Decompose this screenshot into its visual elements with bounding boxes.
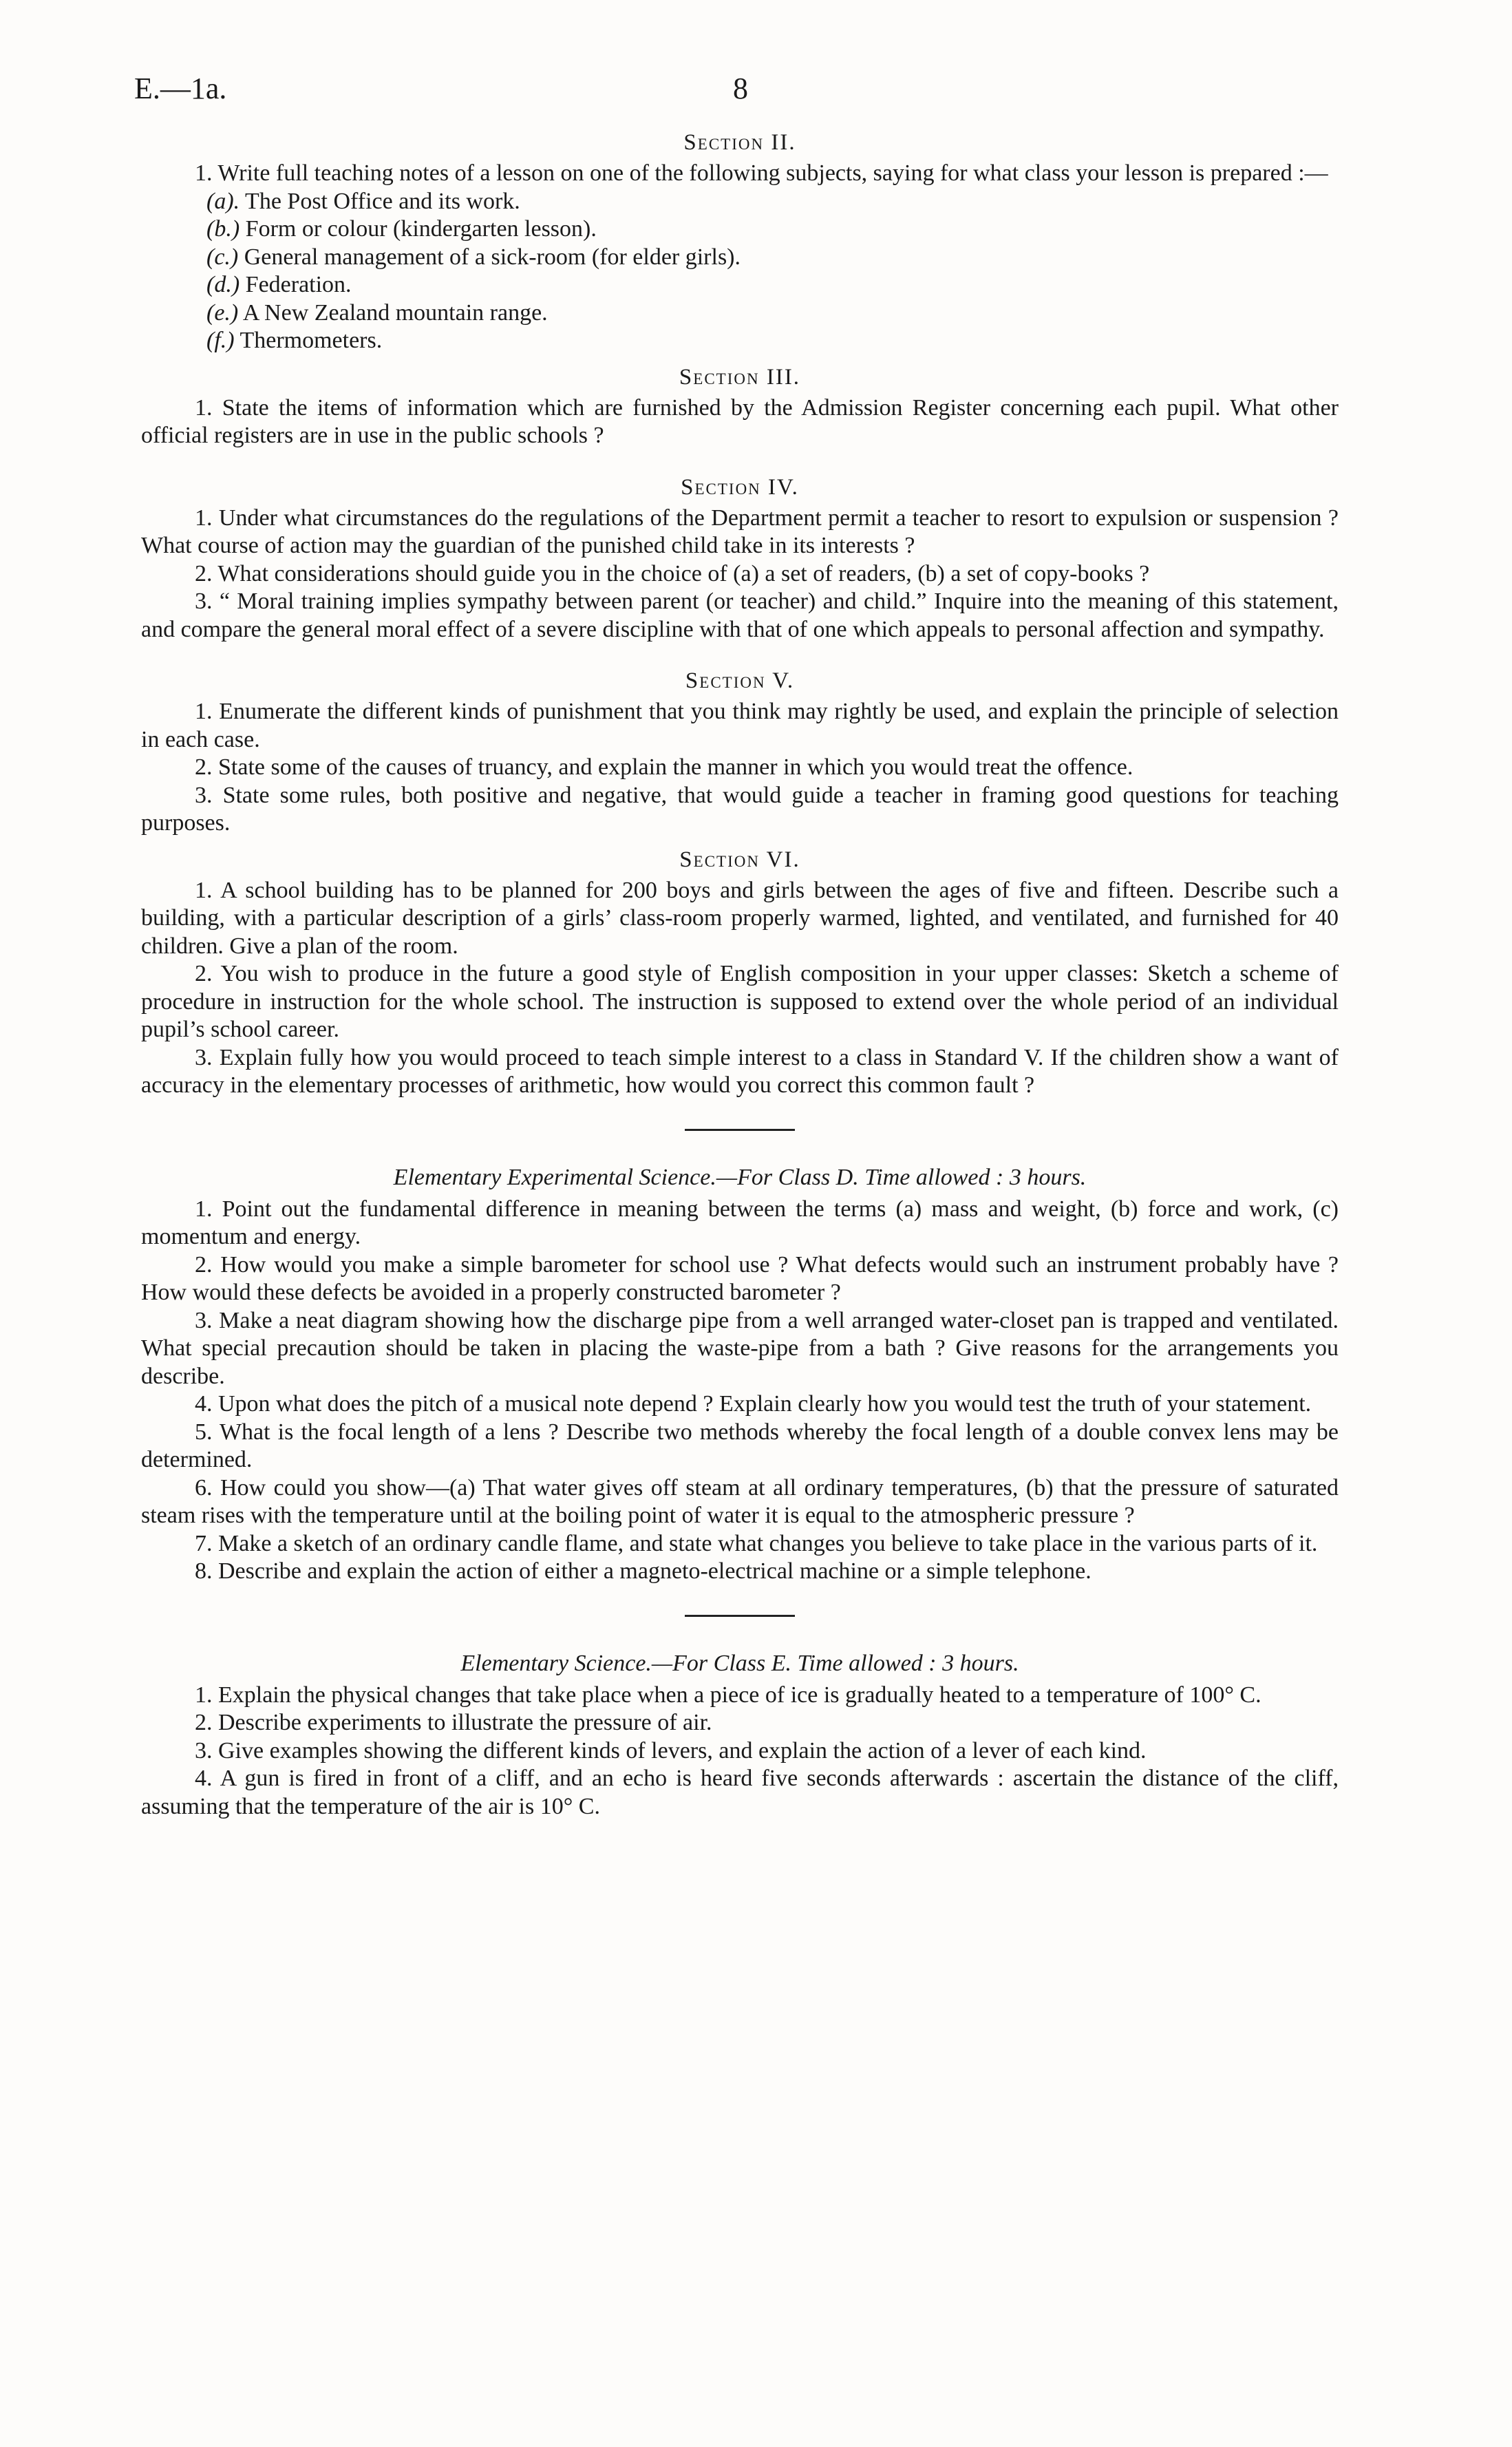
question: 4. A gun is fired in front of a cliff, and an echo is heard five seconds afterwards : ascertain the distance of the cliff, assuming that the temperature of the air is 10° C. <box>141 1766 1339 1819</box>
question: 1. Under what circumstances do the regulations of the Department permit a teacher to resort to expulsion or suspension ? What course of action may the guardian of the punished child take in its interests ? <box>141 505 1339 558</box>
option-label: (c.) <box>206 244 239 270</box>
question: 2. What considerations should guide you in the choice of (a) a set of readers, (b) a set of copy-books ? <box>195 560 1150 586</box>
question: 2. You wish to produce in the future a good style of English composition in your upper classes: Sketch a scheme of procedure in instruction for the whole school. The instruction is supposed to extend over the whole period of an individual pupil’s school career. <box>141 961 1339 1042</box>
page-number: 8 <box>733 72 748 105</box>
question: 3. Explain fully how you would proceed to teach simple interest to a class in Standard V. If the children show a want of accuracy in the elementary processes of arithmetic, how would you correct this common fault ? <box>141 1044 1339 1098</box>
divider-rule <box>685 1615 795 1617</box>
option-f <box>141 327 1339 355</box>
question: 3. Make a neat diagram showing how the discharge pipe from a well arranged water-closet pan is trapped and ventilated. What special precaution should be taken in placing the waste-pipe from a bath ? Give reasons for the arrangements you describe. <box>141 1307 1339 1389</box>
section-5-heading: Section V. <box>685 668 795 693</box>
option-d <box>141 271 1339 299</box>
question: 1. Enumerate the different kinds of punishment that you think may rightly be used, and explain the principle of selection in each case. <box>141 699 1339 752</box>
question: 7. Make a sketch of an ordinary candle flame, and state what changes you believe to take place in the various parts of it. <box>195 1530 1318 1556</box>
page-header <box>134 65 1339 120</box>
option-text: General management of a sick-room (for elder girls). <box>244 244 741 270</box>
section-3-heading: Section III. <box>679 364 801 390</box>
question: 8. Describe and explain the action of either a magneto-electrical machine or a simple telephone. <box>195 1558 1092 1584</box>
question: 6. How could you show—(a) That water gives off steam at all ordinary temperatures, (b) that the pressure of saturated steam rises with the temperature until at the boiling point of water it is equal to the atmospheric pressure ? <box>141 1474 1339 1528</box>
divider-rule <box>685 1129 795 1131</box>
option-text: Form or colour (kindergarten lesson). <box>245 216 597 242</box>
option-e <box>141 299 1339 328</box>
question: 5. What is the focal length of a lens ? Describe two methods whereby the focal length of a double convex lens may be determined. <box>141 1419 1339 1472</box>
experimental-science-heading: Elementary Experimental Science.—For Class D. Time allowed : 3 hours. <box>393 1164 1087 1190</box>
section-6-heading: Section VI. <box>679 847 800 872</box>
option-label: (b.) <box>206 216 240 242</box>
option-label: (d.) <box>206 272 240 297</box>
option-text: A New Zealand mountain range. <box>242 299 548 326</box>
elementary-science-heading: Elementary Science.—For Class E. Time allowed : 3 hours. <box>460 1650 1019 1676</box>
option-a <box>141 188 1339 216</box>
option-b <box>141 215 1339 244</box>
option-text: The Post Office and its work. <box>245 188 520 214</box>
question: 1. Point out the fundamental difference in meaning between the terms (a) mass and weight, (b) force and work, (c) momentum and energy. <box>141 1196 1339 1249</box>
option-text: Federation. <box>245 272 352 297</box>
exam-page <box>134 65 1339 1821</box>
question: 4. Upon what does the pitch of a musical note depend ? Explain clearly how you would test the truth of your statement. <box>195 1391 1312 1417</box>
question: 3. Give examples showing the different kinds of levers, and explain the action of a lever of each kind. <box>195 1737 1147 1763</box>
section-4-heading: Section IV. <box>681 474 799 500</box>
option-label: (e.) <box>206 299 239 326</box>
option-label: (f.) <box>206 328 235 353</box>
section-2-heading: Section II. <box>683 130 796 155</box>
option-c <box>141 244 1339 272</box>
question: 1. State the items of information which are furnished by the Admission Register concerning each pupil. What other official registers are in use in the public schools ? <box>141 394 1339 448</box>
option-text: Thermometers. <box>239 328 383 353</box>
section-2-intro: 1. Write full teaching notes of a lesson on one of the following subjects, saying for what class your lesson is prepared :— <box>195 160 1328 186</box>
question: 2. Describe experiments to illustrate the pressure of air. <box>195 1710 712 1735</box>
question: 2. How would you make a simple barometer for school use ? What defects would such an instrument probably have ? How would these defects be avoided in a properly constructed barometer ? <box>141 1251 1339 1305</box>
question: 3. “ Moral training implies sympathy between parent (or teacher) and child.” Inquire into the meaning of this statement, and compare the general moral effect of a severe discipline with that of one which appeals to personal affection and sympathy. <box>141 589 1339 642</box>
question: 1. A school building has to be planned for 200 boys and girls between the ages of five and fifteen. Describe such a building, with a particular description of a girls’ class-room properly warmed, lighted, and ventilated, and furnished for 40 children. Give a plan of the room. <box>141 877 1339 959</box>
document-code: E.—1a. <box>134 72 227 105</box>
question: 3. State some rules, both positive and negative, that would guide a teacher in framing good questions for teaching purposes. <box>141 782 1339 836</box>
option-label: (a). <box>206 188 240 214</box>
question: 1. Explain the physical changes that take place when a piece of ice is gradually heated to a temperature of 100° C. <box>195 1682 1261 1708</box>
question: 2. State some of the causes of truancy, and explain the manner in which you would treat the offence. <box>195 754 1133 780</box>
